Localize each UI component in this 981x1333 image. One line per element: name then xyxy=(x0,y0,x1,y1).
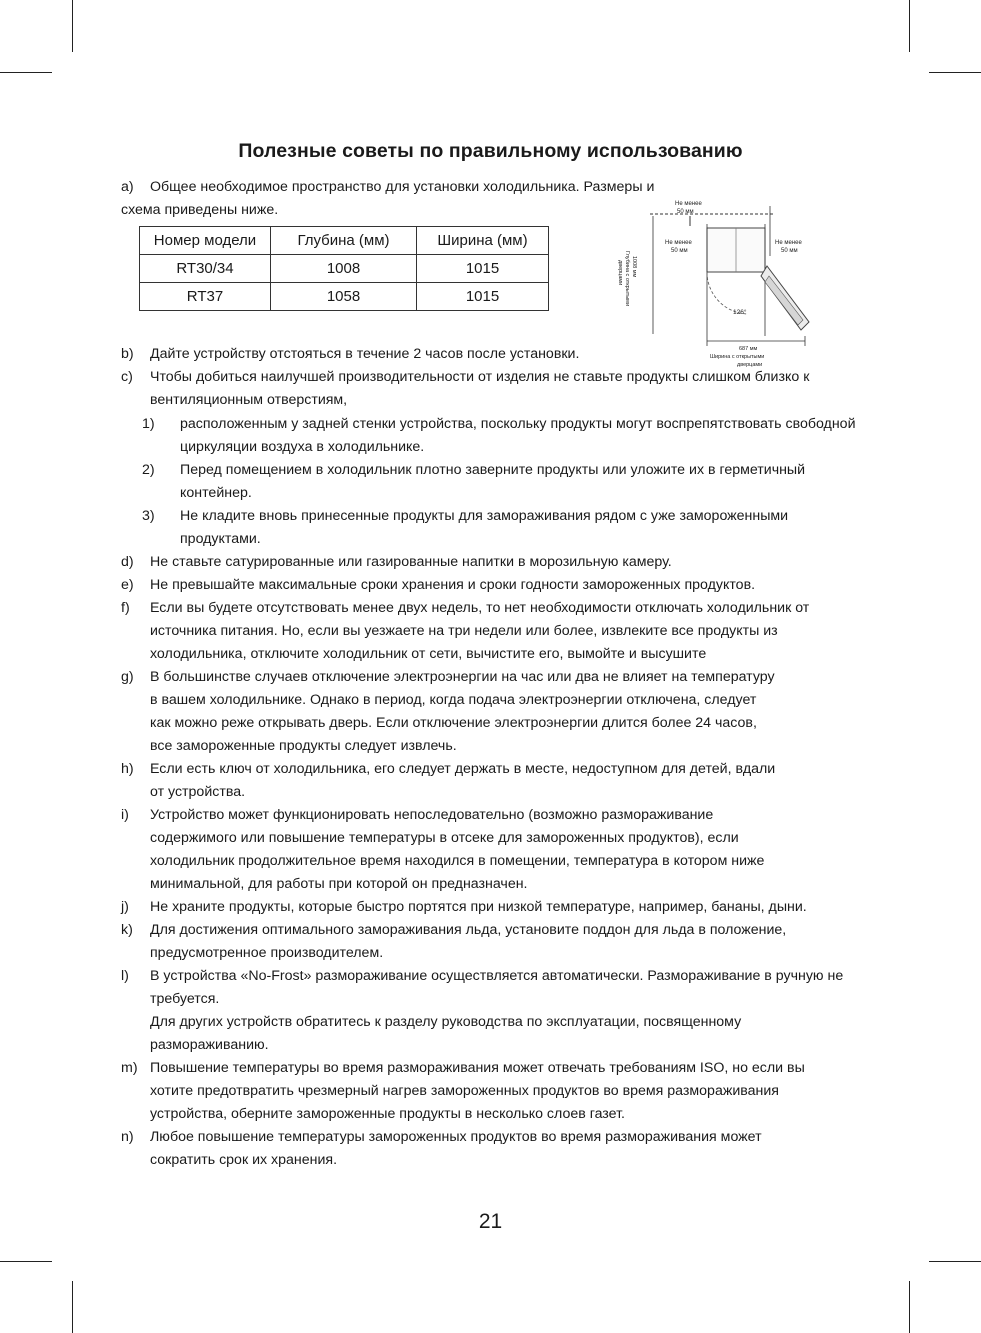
item-label: j) xyxy=(121,899,129,915)
item-label: d) xyxy=(121,554,134,570)
page-title: Полезные советы по правильному использованию xyxy=(238,140,743,162)
page-number: 21 xyxy=(478,1210,503,1233)
item-text: Не ставьте сатурированные или газированные напитки в морозильную камеру. xyxy=(150,554,672,570)
sub-item-label: 3) xyxy=(142,508,155,524)
item-text: Дайте устройству отстояться в течение 2 часов после установки. xyxy=(150,346,580,362)
model-dimensions-table xyxy=(139,226,549,311)
table-cell: RT30/34 xyxy=(140,255,271,283)
table-cell: RT37 xyxy=(140,283,271,311)
sub-item-label: 2) xyxy=(142,462,155,478)
item-label: l) xyxy=(121,968,129,984)
item-label: n) xyxy=(121,1129,134,1145)
width-label: Ширина с открытыми xyxy=(710,354,765,360)
item-label: i) xyxy=(121,807,129,823)
item-label: h) xyxy=(121,761,134,777)
sub-item-text: Перед помещением в холодильник плотно заверните продукты или уложите их в герметичный контейнер. xyxy=(180,462,806,501)
item-text: Не превышайте максимальные сроки хранения и сроки годности замороженных продуктов. xyxy=(150,577,756,593)
item-label: m) xyxy=(121,1060,138,1076)
item-text: Устройство может функционировать непоследовательно (возможно размораживание содержимого или повышение температуры в отсеке для замороженных продуктов), если холодильник продолжительное время находился в помещении, температура в котором ниже минимальной, для работы при которой он предназначен. xyxy=(150,807,765,892)
table-row xyxy=(140,255,549,283)
table-cell: 1008 xyxy=(271,255,417,283)
crop-mark xyxy=(929,72,981,73)
crop-mark xyxy=(929,1261,981,1262)
top-clearance-label: Не менее xyxy=(675,201,702,207)
table-row xyxy=(140,283,549,311)
item-text: Чтобы добиться наилучшей производительности от изделия не ставьте продукты слишком близко к вентиляционным отверстиям, xyxy=(150,369,810,408)
top-clearance-value: 50 мм xyxy=(677,209,694,215)
crop-mark xyxy=(72,1281,73,1333)
sub-item-text: расположенным у задней стенки устройства, поскольку продукты могут воспрепятствовать свободной циркуляции воздуха в холодильнике. xyxy=(180,416,856,455)
item-text: Повышение температуры во время размораживания может отвечать требованиям ISO, но если вы хотите предотвратить чрезмерный нагрев замороженных продуктов во время размораживания устройства, оберните замороженные продукты в несколько слоев газет. xyxy=(150,1060,805,1122)
right-clearance-label: Не менее xyxy=(775,240,802,246)
crop-mark xyxy=(0,72,52,73)
item-text: Если есть ключ от холодильника, его следует держать в месте, недоступном для детей, вдали от устройства. xyxy=(150,761,776,800)
crop-mark xyxy=(72,0,73,52)
item-text: Любое повышение температуры замороженных продуктов во время размораживания может сократить срок их хранения. xyxy=(150,1129,762,1168)
table-header: Глубина (мм) xyxy=(271,227,417,255)
depth-value: 1008 мм xyxy=(631,256,637,278)
door-swing-arc xyxy=(707,272,747,314)
left-clearance-value: 50 мм xyxy=(671,248,688,254)
item-label: f) xyxy=(121,600,130,616)
item-label: k) xyxy=(121,922,133,938)
item-label: a) xyxy=(121,179,134,195)
door-angle-label: 126° xyxy=(733,309,747,316)
sub-item-text: Не кладите вновь принесенные продукты для замораживания рядом с уже замороженными продуктами. xyxy=(180,508,789,547)
item-text: Если вы будете отсутствовать менее двух недель, то нет необходимости отключать холодильник от источника питания. Но, если вы уезжаете на три недели или более, извлеките все продукты из холодильника, отключите холодильник от сети, вычистите его, вымойте и высушите xyxy=(150,600,810,662)
item-label: c) xyxy=(121,369,133,385)
item-a-continuation: схема приведены ниже. xyxy=(121,202,279,218)
table-cell: 1015 xyxy=(417,255,549,283)
table-header: Номер модели xyxy=(140,227,271,255)
left-clearance-label: Не менее xyxy=(665,240,692,246)
table-cell: 1015 xyxy=(417,283,549,311)
crop-mark xyxy=(0,1261,52,1262)
item-label: b) xyxy=(121,346,134,362)
sub-item-label: 1) xyxy=(142,416,155,432)
item-label: g) xyxy=(121,669,134,685)
item-text: Для достижения оптимального замораживания льда, установите поддон для льда в положение, предусмотренное производителем. xyxy=(150,922,787,961)
width-value: 687 мм xyxy=(739,346,758,352)
crop-mark xyxy=(909,0,910,52)
crop-mark xyxy=(909,1281,910,1333)
item-text: Не храните продукты, которые быстро портятся при низкой температуре, например, бананы, дыни. xyxy=(150,899,807,915)
depth-label: Глубина с открытыми xyxy=(624,251,630,307)
table-cell: 1058 xyxy=(271,283,417,311)
table-header: Ширина (мм) xyxy=(417,227,549,255)
item-text: В устройства «No-Frost» размораживание осуществляется автоматически. Размораживание в ручную не требуется. xyxy=(150,968,844,1007)
item-text: В большинстве случаев отключение электроэнергии на час или два не влияет на температуру в вашем холодильнике. Однако в период, когда подача электроэнергии отключена, следует как можно реже открывать дверь. Если отключение электроэнергии длится более 24 часов, все замороженные продукты следует извлечь. xyxy=(150,669,775,754)
table-header-row xyxy=(140,227,549,255)
door-shelf xyxy=(765,276,803,325)
depth-label-cont: дверцами xyxy=(617,260,623,286)
width-label-cont: дверцами xyxy=(737,362,763,368)
item-text: Для других устройств обратитесь к разделу руководства по эксплуатации, посвященному размораживанию. xyxy=(150,1014,742,1053)
item-text: Общее необходимое пространство для установки холодильника. Размеры и xyxy=(150,179,655,195)
right-clearance-value: 50 мм xyxy=(781,248,798,254)
item-label: e) xyxy=(121,577,134,593)
